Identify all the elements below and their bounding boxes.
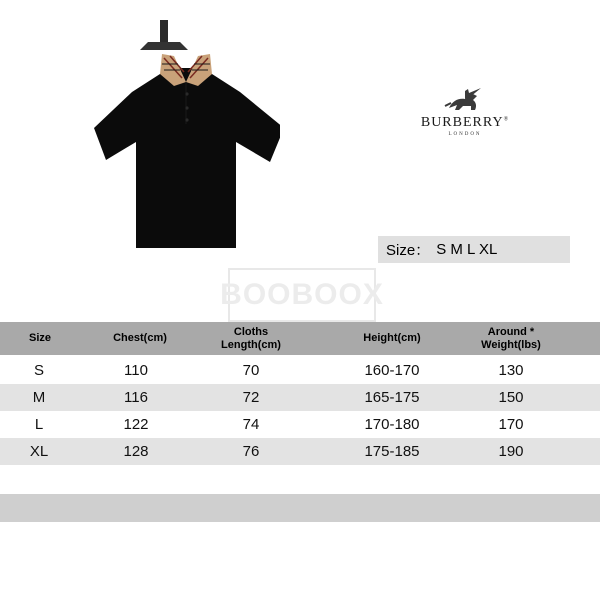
cell-height: 165-175	[364, 389, 420, 406]
cell-chest: 110	[124, 362, 148, 379]
cell-length: 72	[242, 389, 260, 406]
header-size: Size	[28, 332, 52, 344]
footer-bar	[0, 494, 600, 522]
table-header-row	[0, 322, 600, 355]
cell-size: XL	[29, 443, 49, 460]
cell-length: 74	[242, 416, 260, 433]
brand-logo	[395, 88, 535, 158]
cell-weight: 190	[498, 443, 524, 460]
cell-chest: 116	[124, 389, 148, 406]
cell-length: 76	[242, 443, 260, 460]
cell-height: 160-170	[364, 362, 420, 379]
size-chart-table	[0, 322, 600, 465]
header-chest: Chest(cm)	[113, 332, 167, 344]
table-row	[0, 438, 600, 465]
cell-weight: 170	[498, 416, 524, 433]
cell-chest: 128	[123, 443, 149, 460]
cell-size: S	[33, 362, 45, 379]
product-image	[90, 20, 280, 255]
header-height: Height(cm)	[363, 332, 421, 344]
cell-size: L	[34, 416, 44, 433]
size-options-box	[378, 236, 570, 263]
header-weight: Around * Weight(lbs)	[481, 325, 541, 351]
cell-size: M	[32, 389, 46, 406]
cell-weight: 130	[498, 362, 524, 379]
cell-height: 175-185	[364, 443, 420, 460]
table-row	[0, 384, 600, 411]
cell-chest: 122	[123, 416, 149, 433]
cell-weight: 150	[498, 389, 524, 406]
cell-length: 70	[242, 362, 260, 379]
size-label: Size：	[386, 242, 431, 259]
brand-name: BURBERRY®	[420, 115, 510, 130]
table-row	[0, 357, 600, 384]
watermark: BOOBOOX	[228, 268, 376, 322]
brand-subtitle: LONDON	[448, 132, 482, 137]
header-length: Cloths Length(cm)	[221, 325, 281, 351]
cell-height: 170-180	[364, 416, 420, 433]
size-values: S M L XL	[436, 241, 498, 258]
table-row	[0, 411, 600, 438]
equestrian-knight-icon	[443, 88, 487, 114]
